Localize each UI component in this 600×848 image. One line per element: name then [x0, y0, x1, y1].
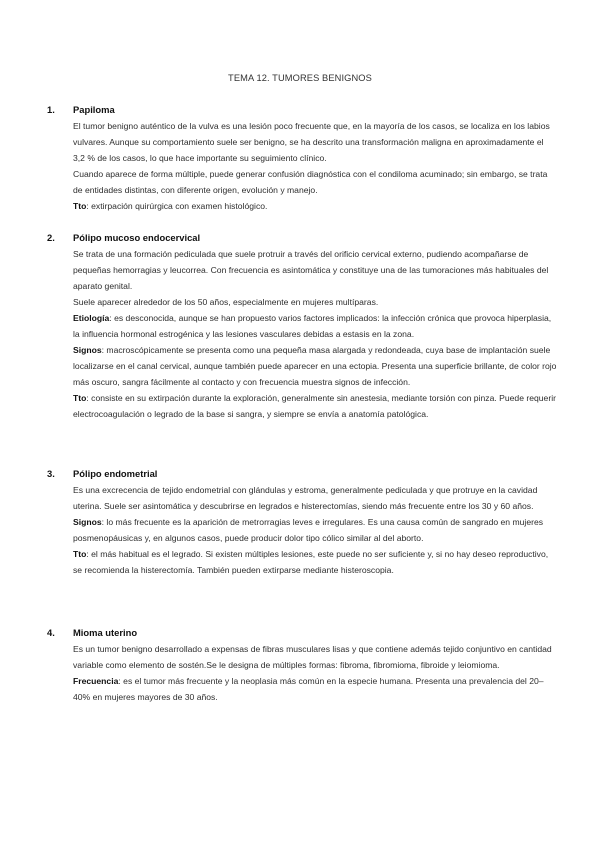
paragraph-text: Se trata de una formación pediculada que suele protruir a través del orificio cervical externo, pudiendo acompañarse de pequeñas hemorragias y leucorrea. Con frecuencia es asintomática y constituye una de las tumoraciones más habituales del aparato genital. [73, 249, 549, 291]
section-number: 3. [47, 468, 55, 479]
paragraph-label: Etiología [73, 313, 110, 323]
paragraph [73, 514, 557, 546]
paragraph-text: : macroscópicamente se presenta como una pequeña masa alargada y redondeada, cuya base de implantación suele localizarse en el canal cervical, aunque también puede aparecer en una ectopia. Presenta una superficie brillante, de color rojo más oscuro, sangra fácilmente al contacto y con frecuencia muestra signos de infección. [73, 345, 557, 387]
paragraph [73, 310, 557, 342]
section-heading: Pólipo endometrial [73, 468, 158, 479]
section-number: 4. [47, 627, 55, 638]
paragraph-text: : el más habitual es el legrado. Si existen múltiples lesiones, este puede no ser suficiente y, si no hay deseo reproductivo, se recomienda la histerectomía. También pueden extirparse mediante histeroscopia. [73, 549, 549, 575]
paragraph [73, 118, 557, 166]
paragraph [73, 294, 557, 310]
paragraph-label: Signos [73, 345, 102, 355]
paragraph [73, 198, 557, 214]
paragraph-label: Tto [73, 549, 87, 559]
paragraph [73, 482, 557, 514]
document-title: TEMA 12. TUMORES BENIGNOS [228, 73, 372, 83]
paragraph-label: Tto [73, 393, 87, 403]
paragraph-text: Es un tumor benigno desarrollado a expensas de fibras musculares lisas y que contiene además tejido conjuntivo en cantidad variable como elemento de sostén.Se le designa de múltiples formas: fibroma, fibromioma, fibroide y leiomioma. [73, 644, 552, 670]
paragraph-text: : extirpación quirúrgica con examen histológico. [86, 201, 268, 211]
section-number: 1. [47, 104, 55, 115]
paragraph [73, 641, 557, 673]
paragraph-text: : consiste en su extirpación durante la exploración, generalmente sin anestesia, mediante torsión con pinza. Puede requerir electrocoagulación o legrado de la base si sangra, y siempre se envía a anatomía patológica. [73, 393, 556, 419]
paragraph-text: Cuando aparece de forma múltiple, puede generar confusión diagnóstica con el condiloma acuminado; sin embargo, se trata de entidades distintas, con diferente origen, evolución y manejo. [73, 169, 548, 195]
paragraph-text: : es el tumor más frecuente y la neoplasia más común en la especie humana. Presenta una prevalencia del 20–40% en mujeres mayores de 30 años. [73, 676, 544, 702]
paragraph-label: Frecuencia [73, 676, 119, 686]
paragraph [73, 166, 557, 198]
section-content [73, 466, 557, 578]
section-heading: Mioma uterino [73, 627, 138, 638]
paragraph-text: El tumor benigno auténtico de la vulva es una lesión poco frecuente que, en la mayoría de los casos, se localiza en los labios vulvares. Aunque su comportamiento suele ser benigno, se ha descrito una transformación maligna en aproximadamente el 3,2 % de los casos, lo que hace importante su seguimiento clínico. [73, 121, 550, 163]
paragraph [73, 246, 557, 294]
section-content [73, 102, 557, 214]
paragraph [73, 546, 557, 578]
section-content [73, 625, 557, 705]
paragraph-label: Tto [73, 201, 87, 211]
section-heading: Pólipo mucoso endocervical [73, 232, 201, 243]
paragraph-text: Suele aparecer alrededor de los 50 años, especialmente en mujeres multíparas. [73, 297, 379, 307]
paragraph-text: Es una excrecencia de tejido endometrial con glándulas y estroma, generalmente pediculada y que protruye en la cavidad uterina. Suele ser asintomática y descubrirse en legrados e histerectomías, siendo más frecuente entre los 30 y 60 años. [73, 485, 538, 511]
paragraph-label: Signos [73, 517, 102, 527]
section-heading: Papiloma [73, 104, 115, 115]
paragraph-text: : lo más frecuente es la aparición de metrorragias leves e irregulares. Es una causa común de sangrado en mujeres posmenopáusicas y, en algunos casos, puede producir dolor tipo cólico similar al del aborto. [73, 517, 544, 543]
paragraph [73, 390, 557, 422]
section-number: 2. [47, 232, 55, 243]
paragraph [73, 673, 557, 705]
paragraph [73, 342, 557, 390]
section-content [73, 230, 557, 422]
paragraph-text: : es desconocida, aunque se han propuesto varios factores implicados: la infección crónica que provoca hiperplasia, la influencia hormonal estrogénica y las lesiones vasculares debidas a estasis en la zona. [73, 313, 552, 339]
